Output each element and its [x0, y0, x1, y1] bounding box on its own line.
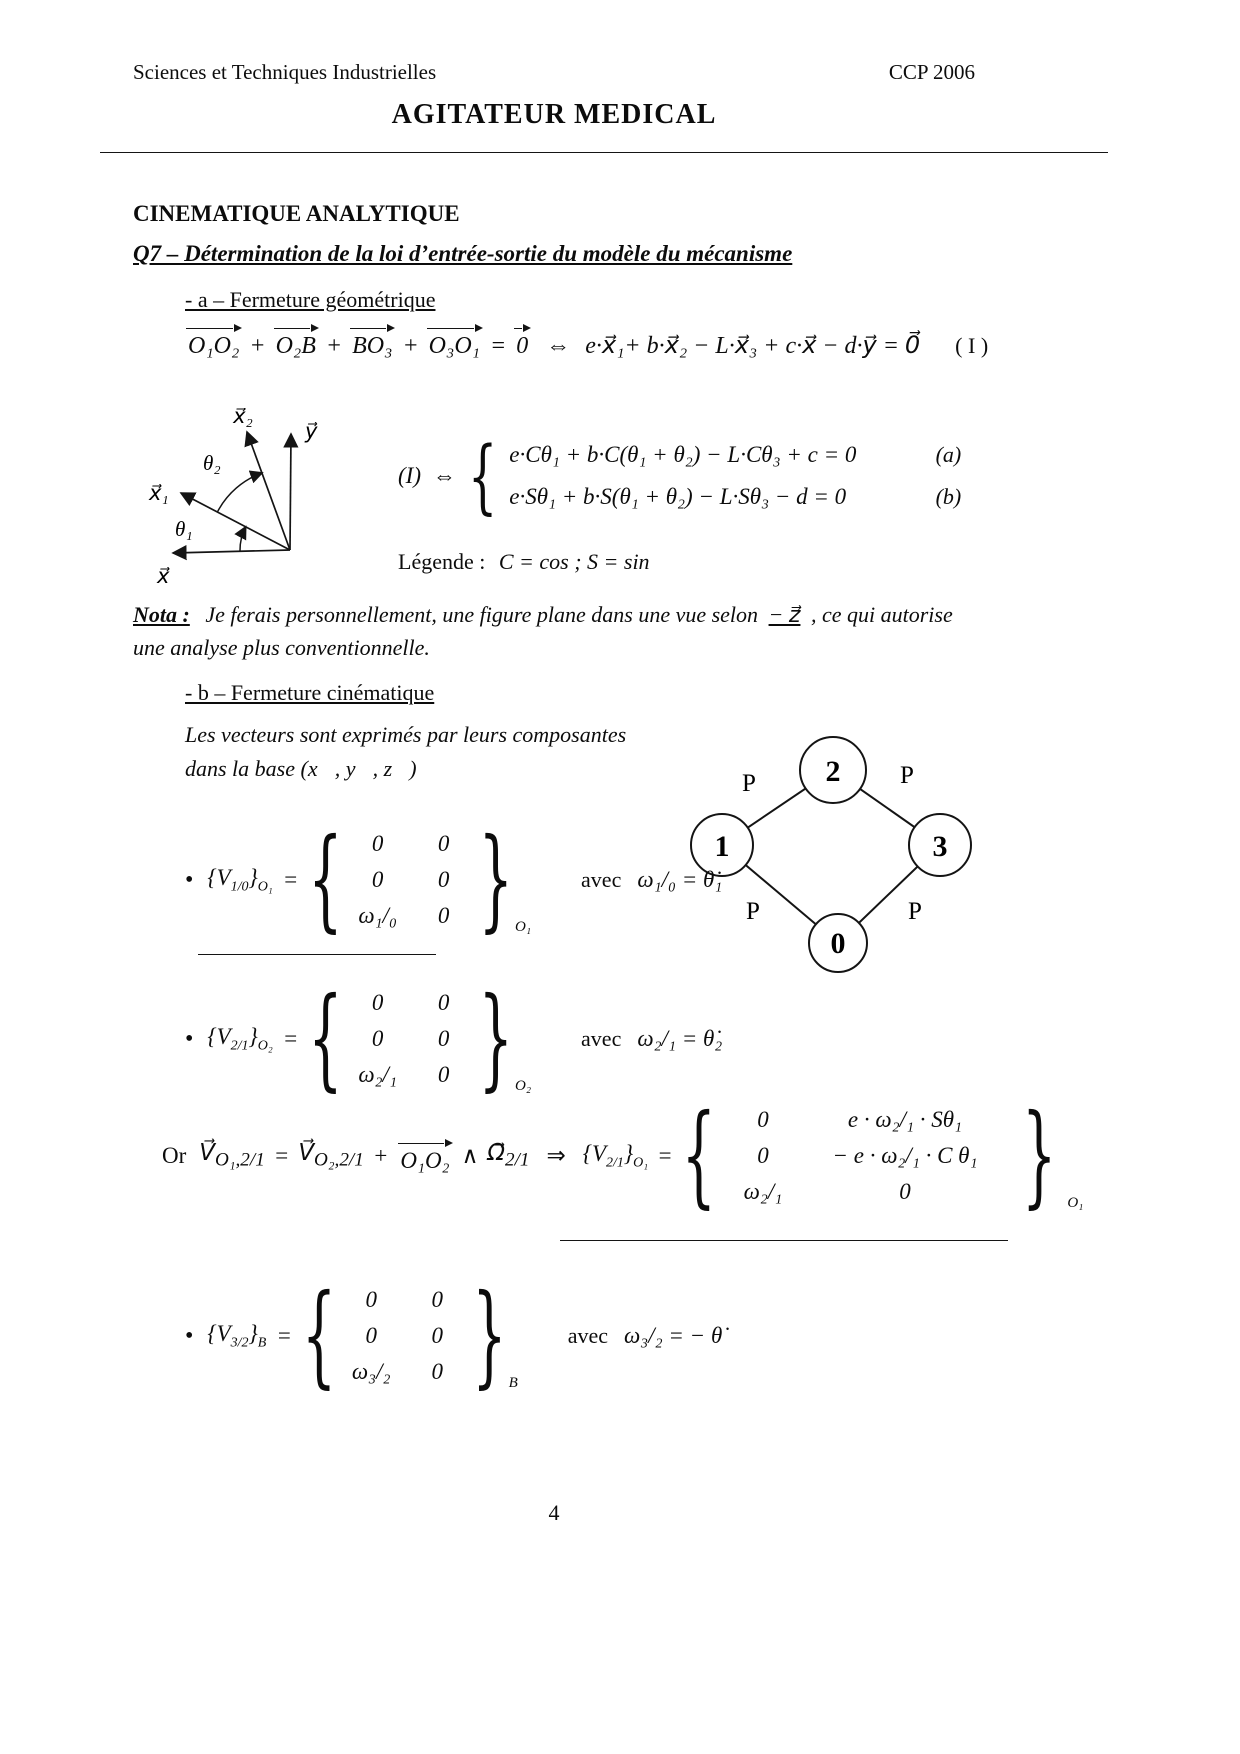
torsor-cell: 0	[437, 1026, 450, 1051]
torsor-cell: 0	[437, 903, 450, 928]
torsor-cell: 0	[371, 1026, 384, 1051]
or-label: Or	[162, 1143, 187, 1168]
torsor-row	[345, 1021, 477, 1057]
velocity-vector-o2	[298, 1140, 364, 1172]
graph-node-2-label: 2	[825, 755, 841, 788]
torsor-cell: 0	[371, 867, 384, 892]
system-lines	[509, 434, 961, 518]
torsor-cell: ω₂/₁	[743, 1179, 783, 1204]
right-brace-icon: }	[478, 814, 513, 944]
omega-symbol: Ω⃗	[487, 1140, 505, 1166]
torsor-row	[338, 1318, 470, 1354]
omega-relation: ω₂/₁ = θ̇₂	[637, 1026, 723, 1051]
torsor-name-pre: {V	[207, 1023, 231, 1049]
plus-operator: +	[372, 1143, 389, 1168]
left-brace-icon: {	[308, 973, 343, 1103]
system-of-equations	[398, 428, 962, 524]
torsor-cell: 0	[437, 867, 450, 892]
torsor-v2-1	[185, 973, 723, 1103]
v-symbol: V⃗	[199, 1140, 216, 1166]
joint-p-label-top-right: P	[900, 762, 914, 789]
header-course-title: Sciences et Techniques Industrielles	[133, 60, 437, 84]
x2-axis-arrow	[247, 432, 290, 550]
system-line-b	[509, 476, 961, 518]
torsor-row	[345, 826, 477, 862]
torsor-row	[727, 1138, 1011, 1174]
torsor-row	[345, 1057, 477, 1093]
system-line-a	[509, 434, 961, 476]
equals-sign: =	[490, 333, 507, 359]
legend-content: C = cos ; S = sin	[498, 549, 650, 574]
x1-axis-arrow	[181, 493, 290, 550]
v-symbol: V⃗	[298, 1140, 315, 1166]
theta2-label: θ₂	[203, 451, 221, 475]
torsor-cell: 0	[757, 1107, 769, 1132]
equation-b: e·Sθ₁ + b·S(θ₁ + θ₂) − L·Sθ₃ − d = 0	[509, 484, 847, 509]
torsor-v1-0	[185, 814, 723, 944]
torsor-matrix	[338, 1282, 470, 1390]
torsor-name	[207, 1321, 266, 1352]
equation-a: e·Cθ₁ + b·C(θ₁ + θ₂) − L·Cθ₃ + c = 0	[509, 442, 857, 467]
part-b-heading: - b – Fermeture cinématique	[185, 680, 435, 705]
equals-sign: =	[276, 1323, 292, 1348]
implies-arrow-icon: ⇒	[546, 1143, 566, 1168]
torsor-point: B	[508, 1375, 518, 1391]
torsor-cell: 0	[371, 990, 384, 1015]
torsor-cell: ω₃/₂	[351, 1359, 391, 1384]
vector-o2b: O₂B	[273, 324, 319, 360]
left-brace-icon: {	[301, 1270, 337, 1400]
nota-text-1: Je ferais personnellement, une figure plane dans une vue selon	[205, 602, 759, 627]
torsor-row	[345, 898, 477, 934]
section-heading: CINEMATIQUE ANALYTIQUE	[133, 201, 460, 226]
document-title: AGITATEUR MEDICAL	[391, 99, 717, 130]
omega-subscript: 2/1	[504, 1149, 530, 1171]
part-b-intro-text: Les vecteurs sont exprimés par leurs composantes dans la base (x⃗, y⃗, z⃗)	[185, 722, 627, 782]
vector-o3o1: O₃O₁	[426, 324, 483, 360]
right-brace-icon: }	[478, 973, 513, 1103]
torsor-name-sub: 2/1	[606, 1155, 624, 1171]
right-brace-icon: }	[472, 1270, 507, 1400]
v-subscript: O₂,2/1	[314, 1149, 364, 1171]
vector-o1o2: O₁O₂	[185, 324, 242, 360]
torsor-name	[583, 1141, 648, 1172]
torsor-name-sub: 1/0	[230, 879, 249, 895]
component-equation-rhs: e·x⃗₁+ b·x⃗₂ − L·x⃗₃ + c·x⃗ − d·y⃗ = 0⃗	[585, 333, 921, 359]
plus-operator: +	[249, 333, 266, 359]
joint-p-label-top-left: P	[742, 770, 756, 797]
bullet-icon: •	[185, 866, 194, 893]
torsor-name-sub: 3/2	[230, 1335, 249, 1351]
equals-sign: =	[273, 1143, 290, 1168]
equation-tag-I: ( I )	[955, 333, 989, 358]
velocity-vector-o1	[199, 1140, 265, 1172]
plus-operator: +	[325, 333, 343, 359]
torsor-matrix	[345, 985, 477, 1093]
linkage-graph-diagram	[680, 715, 1000, 985]
torsor-cell: 0	[437, 831, 450, 856]
torsor-row	[338, 1354, 470, 1390]
equation-a-tag: (a)	[935, 442, 962, 467]
omega-vector	[487, 1140, 529, 1172]
torsor-name	[207, 865, 272, 896]
underline-transport-torsor	[560, 1240, 1008, 1241]
theta1-label: θ₁	[175, 517, 193, 541]
torsor-cell: 0	[365, 1287, 377, 1312]
torsor-row	[345, 985, 477, 1021]
torsor-name-point: B	[257, 1335, 267, 1351]
torsor-cell: 0	[757, 1143, 769, 1168]
torsor-cell: 0	[431, 1323, 443, 1348]
nota-text-2: , ce qui autorise	[810, 602, 953, 627]
nota-label: Nota :	[133, 602, 190, 627]
torsor-point: O₁	[1067, 1195, 1084, 1211]
torsor-v3-2	[185, 1270, 723, 1400]
torsor-name-post: }	[623, 1140, 634, 1166]
graph-node-3-label: 3	[932, 830, 948, 863]
torsor-name-post: }	[248, 1320, 258, 1346]
torsor-cell: 0	[899, 1179, 911, 1204]
torsor-name-post: }	[248, 1023, 258, 1049]
nota-paragraph	[133, 598, 1003, 664]
running-header	[133, 60, 975, 85]
torsor-name-pre: {V	[207, 864, 231, 890]
equals-sign: =	[657, 1143, 673, 1168]
torsor-cell: ω₁/₀	[358, 903, 397, 928]
geometric-closure-equation	[185, 324, 988, 360]
torsor-row	[727, 1102, 1011, 1138]
torsor-name-pre: {V	[207, 1320, 231, 1346]
omega-relation: ω₃/₂ = − θ̇	[624, 1323, 723, 1348]
torsor-name-point: O₂	[257, 1038, 273, 1054]
avec-label: avec	[581, 867, 622, 892]
torsor-cell: 0	[371, 831, 384, 856]
zero-vector: 0	[513, 324, 531, 360]
minus-z-vector: − z⃗	[768, 602, 801, 627]
legend-line	[398, 549, 650, 575]
left-brace-icon: {	[681, 1090, 716, 1220]
torsor-name	[207, 1024, 272, 1055]
vector-bo3: BO₃	[349, 324, 395, 360]
torsor-name-post: }	[248, 864, 258, 890]
torsor-cell: 0	[437, 990, 450, 1015]
bullet-icon: •	[185, 1322, 194, 1349]
torsor-matrix	[727, 1102, 1011, 1210]
torsor-row	[727, 1174, 1011, 1210]
torsor-cell: − e · ω₂/₁ · C θ₁	[832, 1143, 978, 1168]
torsor-cell: 0	[431, 1287, 443, 1312]
torsor-cell: 0	[431, 1359, 443, 1384]
vector-o1o2: O₁O₂	[397, 1139, 452, 1174]
avec-label: avec	[581, 1026, 622, 1051]
underline-torsor-1	[198, 954, 436, 955]
torsor-row	[345, 862, 477, 898]
y-axis-label: y⃗	[305, 419, 318, 443]
torsor-matrix	[345, 826, 477, 934]
x2-axis-label: x⃗₂	[233, 408, 253, 428]
joint-p-label-bottom-right: P	[908, 898, 922, 925]
vector-basis-diagram	[145, 408, 395, 613]
torsor-cell: e · ω₂/₁ · Sθ₁	[847, 1107, 963, 1132]
right-brace-icon: }	[1021, 1090, 1057, 1220]
torsor-name-point: O₁	[633, 1155, 649, 1171]
joint-p-label-bottom-left: P	[746, 898, 760, 925]
header-exam-ref: CCP 2006	[888, 60, 975, 84]
x-axis-label: x⃗	[157, 564, 170, 588]
bullet-icon: •	[185, 1025, 194, 1052]
title-rule	[100, 152, 1108, 153]
torsor-cell: 0	[365, 1323, 377, 1348]
y-axis-arrow	[290, 434, 291, 550]
v-subscript: O₁,2/1	[215, 1149, 265, 1171]
torsor-cell: ω₂/₁	[358, 1062, 397, 1087]
equivalence-arrow-icon: ⇔	[546, 333, 571, 359]
wedge-operator: ∧	[461, 1143, 479, 1168]
torsor-point: O₁	[514, 919, 532, 935]
graph-node-1-label: 1	[714, 830, 730, 863]
theta2-angle-arc	[218, 473, 263, 512]
torsor-cell: 0	[437, 1062, 450, 1087]
torsor-name-sub: 2/1	[230, 1038, 249, 1054]
nota-text-3: une analyse plus conventionnelle.	[133, 635, 430, 660]
left-brace-icon: {	[467, 428, 498, 524]
equals-sign: =	[282, 1026, 299, 1051]
legend-label: Légende :	[398, 549, 486, 574]
torsor-name-point: O₁	[257, 879, 273, 895]
avec-label: avec	[567, 1323, 609, 1348]
velocity-transport-relation	[162, 1090, 1084, 1220]
theta1-angle-arc	[240, 527, 246, 551]
equivalence-arrow-icon: ⇔	[432, 463, 456, 488]
plus-operator: +	[402, 333, 419, 359]
graph-node-0-label: 0	[830, 927, 846, 960]
torsor-name-pre: {V	[582, 1140, 606, 1166]
page-number: 4	[548, 1500, 560, 1525]
equation-b-tag: (b)	[935, 484, 962, 509]
torsor-row	[338, 1282, 470, 1318]
question-7-heading: Q7 – Détermination de la loi d’entrée-sortie du modèle du mécanisme	[133, 241, 793, 266]
equals-sign: =	[282, 867, 299, 892]
torsor-point: O₂	[514, 1078, 532, 1094]
system-lead-label: (I)	[398, 463, 421, 488]
x1-axis-label: x⃗₁	[149, 481, 169, 505]
x-axis-arrow	[173, 550, 290, 553]
part-a-heading: - a – Fermeture géométrique	[185, 287, 436, 312]
left-brace-icon: {	[308, 814, 343, 944]
omega-relation: ω₁/₀ = θ̇₁	[637, 867, 723, 892]
